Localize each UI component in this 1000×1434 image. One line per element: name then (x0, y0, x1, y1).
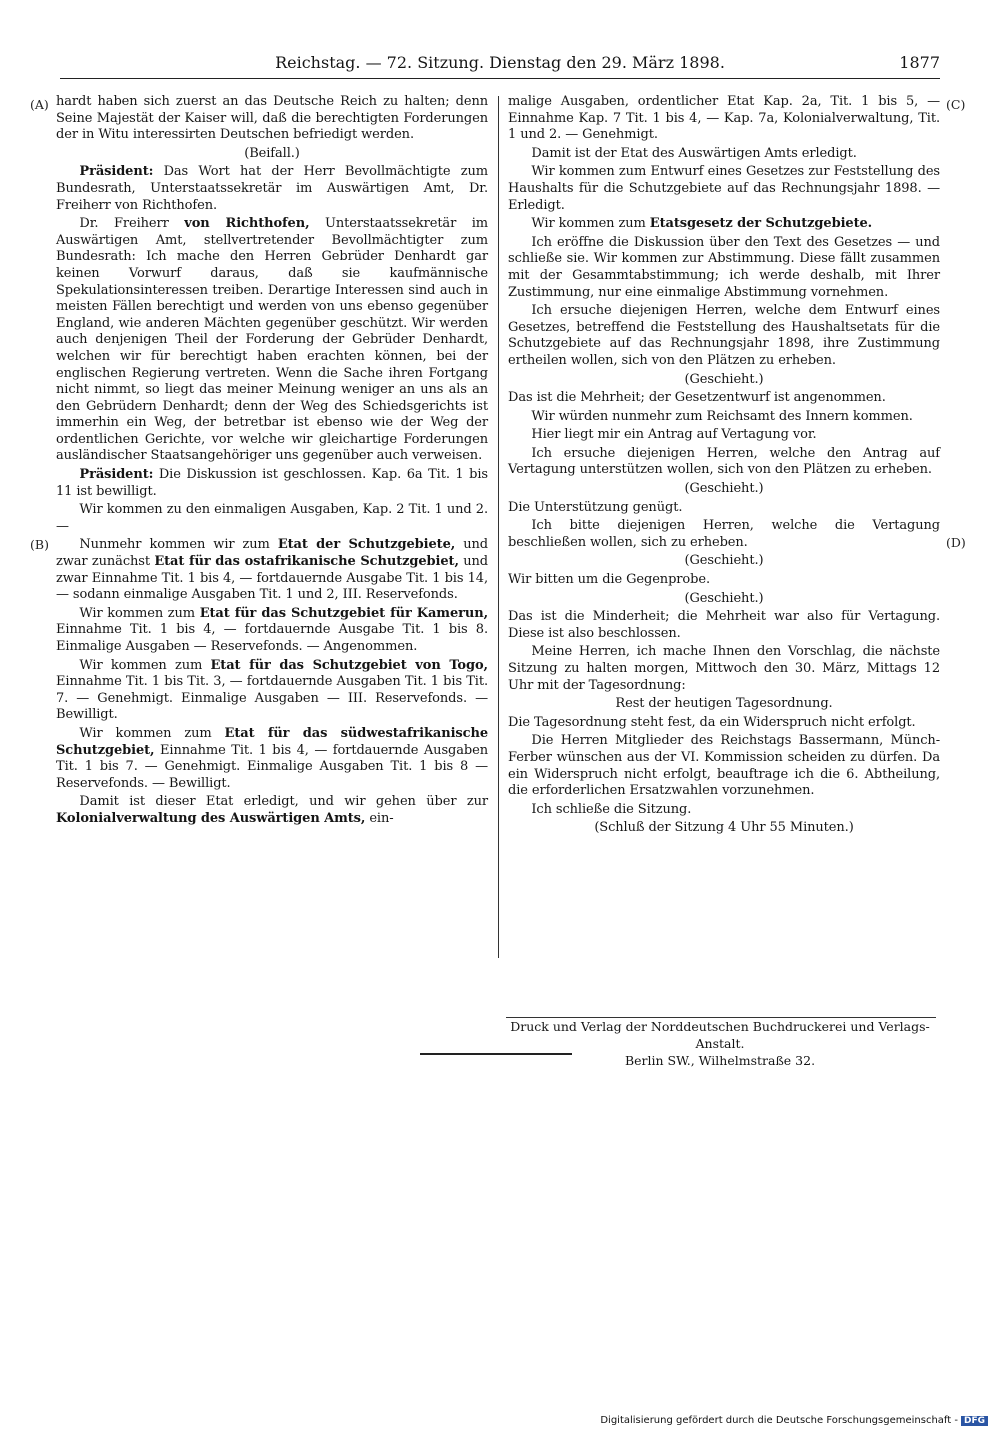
paragraph: Präsident: Das Wort hat der Herr Bevollmächtigte zum Bundesrath, Unterstaatssekretär im Auswärtigen Amt, Dr. Freiherr von Richthofen. (56, 164, 488, 213)
paragraph: Ich schließe die Sitzung. (531, 801, 692, 817)
speaker-label: Präsident: (79, 467, 154, 483)
left-column (56, 94, 488, 830)
dfg-footer (600, 1415, 988, 1426)
dfg-logo-icon: DFG (961, 1416, 988, 1426)
speaker-label: Präsident: (79, 164, 154, 180)
imprint (500, 1018, 940, 1069)
margin-marker-b: (B) (30, 537, 49, 552)
paragraph: Wir kommen zu den einmaligen Ausgaben, Kap. 2 Tit. 1 und 2. — (56, 502, 488, 534)
margin-marker-a: (A) (30, 97, 49, 112)
paragraph: Präsident: Die Diskussion ist geschlossen. Kap. 6a Tit. 1 bis 11 ist bewilligt. (56, 467, 488, 499)
header-title: Reichstag. — 72. Sitzung. Dienstag den 29. März 1898. (275, 53, 725, 72)
paragraph: Damit ist der Etat des Auswärtigen Amts erledigt. (531, 145, 857, 161)
column-divider (498, 96, 499, 958)
agenda-item: Rest der heutigen Tagesordnung. (615, 696, 833, 712)
page-header (60, 50, 940, 79)
procedure-note: (Geschieht.) (684, 481, 764, 497)
paragraph: Die Tagesordnung steht fest, da ein Widerspruch nicht erfolgt. (508, 714, 916, 730)
paragraph: hardt haben sich zuerst an das Deutsche Reich zu halten; denn Seine Majestät der Kaiser will, daß die berechtigten Forderungen der in Witu interessirten Deutschen befriedigt werden. (56, 94, 488, 143)
paragraph: malige Ausgaben, ordentlicher Etat Kap. 2a, Tit. 1 bis 5, — Einnahme Kap. 7 Tit. 1 bis 4, — Kap. 7a, Kolonialverwaltung, Tit. 1 und 2. — Genehmigt. (508, 94, 940, 143)
paragraph: Wir würden nunmehr zum Reichsamt des Innern kommen. (531, 408, 913, 424)
imprint-line: Berlin SW., Wilhelmstraße 32. (624, 1053, 816, 1068)
paragraph: Wir kommen zum Etat für das Schutzgebiet für Kamerun, Einnahme Tit. 1 bis 4, — fortdauernde Ausgabe Tit. 1 bis 8. Einmalige Ausgaben — Reservefonds. — Angenommen. (56, 605, 488, 654)
paragraph: Wir kommen zum Etat für das südwestafrikanische Schutzgebiet, Einnahme Tit. 1 bis 4, — fortdauernde Ausgaben Tit. 1 bis 7. — Genehmigt. Einmalige Ausgaben Tit. 1 bis 8 — Reservefonds. — Bewilligt. (56, 725, 488, 791)
margin-marker-c: (C) (946, 97, 966, 112)
paragraph: Die Unterstützung genügt. (508, 499, 683, 515)
paragraph: Meine Herren, ich mache Ihnen den Vorschlag, die nächste Sitzung zu halten morgen, Mittwoch den 30. März, Mittags 12 Uhr mit der Tagesordnung: (508, 644, 940, 693)
right-column (508, 94, 940, 839)
paragraph: Damit ist dieser Etat erledigt, und wir gehen über zur Kolonialverwaltung des Auswärtigen Amts, ein- (56, 794, 488, 826)
paragraph: Das ist die Mehrheit; der Gesetzentwurf ist angenommen. (508, 390, 886, 406)
paragraph: Ich bitte diejenigen Herren, welche die Vertagung beschließen wollen, sich zu erheben. (508, 518, 940, 550)
paragraph: Wir kommen zum Entwurf eines Gesetzes zur Feststellung des Haushalts für die Schutzgebiete auf das Rechnungsjahr 1898. — Erledigt. (508, 164, 940, 213)
paragraph: Dr. Freiherr von Richthofen, Unterstaatssekretär im Auswärtigen Amt, stellvertretender Bevollmächtigter zum Bundesrath: Ich mache den Herren Gebrüder Denhardt gar keinen Vorwurf daraus, daß sie kaufmännische Spekulationsinteressen treiben. Derartige Interessen sind auch in meisten Fällen berechtigt und werden von uns ebenso gegenüber England, wie anderen Mächten gegenüber geschützt. Wir werden auch denjenigen Theil der Forderung der Gebrüder Denhardt, welchen wir für berechtigt haben erachten können, bei der englischen Regierung vertreten. Wenn die Sache ihren Fortgang nicht nimmt, so liegt das meiner Meinung weniger an uns als an den Gebrüdern Denhardt; denn der Weg des Schiedsgerichts ist immerhin ein Weg, der betretbar ist ebenso wie der Weg der ordentlichen Gerichte, vor welche wir gleichartige Forderungen ausländischer Staatsangehöriger uns gegenüber auch verweisen. (56, 216, 488, 464)
paragraph: Hier liegt mir ein Antrag auf Vertagung vor. (531, 427, 817, 443)
closing-note: (Schluß der Sitzung 4 Uhr 55 Minuten.) (594, 820, 854, 836)
paragraph: Das ist die Minderheit; die Mehrheit war also für Vertagung. Diese ist also beschlossen. (508, 609, 940, 641)
page-number: 1877 (899, 53, 940, 72)
paragraph: Ich ersuche diejenigen Herren, welche den Antrag auf Vertagung unterstützen wollen, sich von den Plätzen zu erheben. (508, 445, 940, 478)
margin-marker-d: (D) (946, 535, 966, 550)
speaker-name: von Richthofen, (184, 216, 310, 232)
procedure-note: (Geschieht.) (684, 590, 764, 606)
dfg-text: Digitalisierung gefördert durch die Deutsche Forschungsgemeinschaft - (600, 1415, 958, 1426)
paragraph: Ich eröffne die Diskussion über den Text des Gesetzes — und schließe sie. Wir kommen zur Abstimmung. Diese fällt zusammen mit der Gesammtabstimmung; ich werde deshalb, mit Ihrer Zustimmung, nur eine einmalige Abstimmung vornehmen. (508, 234, 940, 300)
paragraph: Wir bitten um die Gegenprobe. (508, 572, 710, 588)
paragraph: Die Herren Mitglieder des Reichstags Bassermann, Münch-Ferber wünschen aus der VI. Kommission scheiden zu dürfen. Da ein Widerspruch nicht erfolgt, beauftrage ich die 6. Abtheilung, die erforderlichen Ersatzwahlen vorzunehmen. (508, 733, 940, 799)
paragraph: Wir kommen zum Etatsgesetz der Schutzgebiete. (531, 216, 873, 232)
applause-note: (Beifall.) (244, 145, 300, 161)
paragraph: Ich ersuche diejenigen Herren, welche dem Entwurf eines Gesetzes, betreffend die Feststellung des Haushaltsetats für die Schutzgebiete auf das Rechnungsjahr 1898, ihre Zustimmung ertheilen wollen, sich von den Plätzen zu erheben. (508, 303, 940, 368)
paragraph: Wir kommen zum Etat für das Schutzgebiet von Togo, Einnahme Tit. 1 bis Tit. 3, — fortdauernde Ausgaben Tit. 1 bis Tit. 7. — Genehmigt. Einmalige Ausgaben — III. Reservefonds. — Bewilligt. (56, 657, 488, 723)
imprint-line: Druck und Verlag der Norddeutschen Buchdruckerei und Verlags-Anstalt. (510, 1019, 930, 1051)
procedure-note: (Geschieht.) (684, 553, 764, 569)
procedure-note: (Geschieht.) (684, 371, 764, 387)
paragraph: Nunmehr kommen wir zum Etat der Schutzgebiete, und zwar zunächst Etat für das ostafrikanische Schutzgebiet, und zwar Einnahme Tit. 1 bis 4, — fortdauernde Ausgabe Tit. 1 bis 14, — sodann einmalige Ausgaben Tit. 1 und 2, III. Reservefonds. (56, 537, 488, 603)
